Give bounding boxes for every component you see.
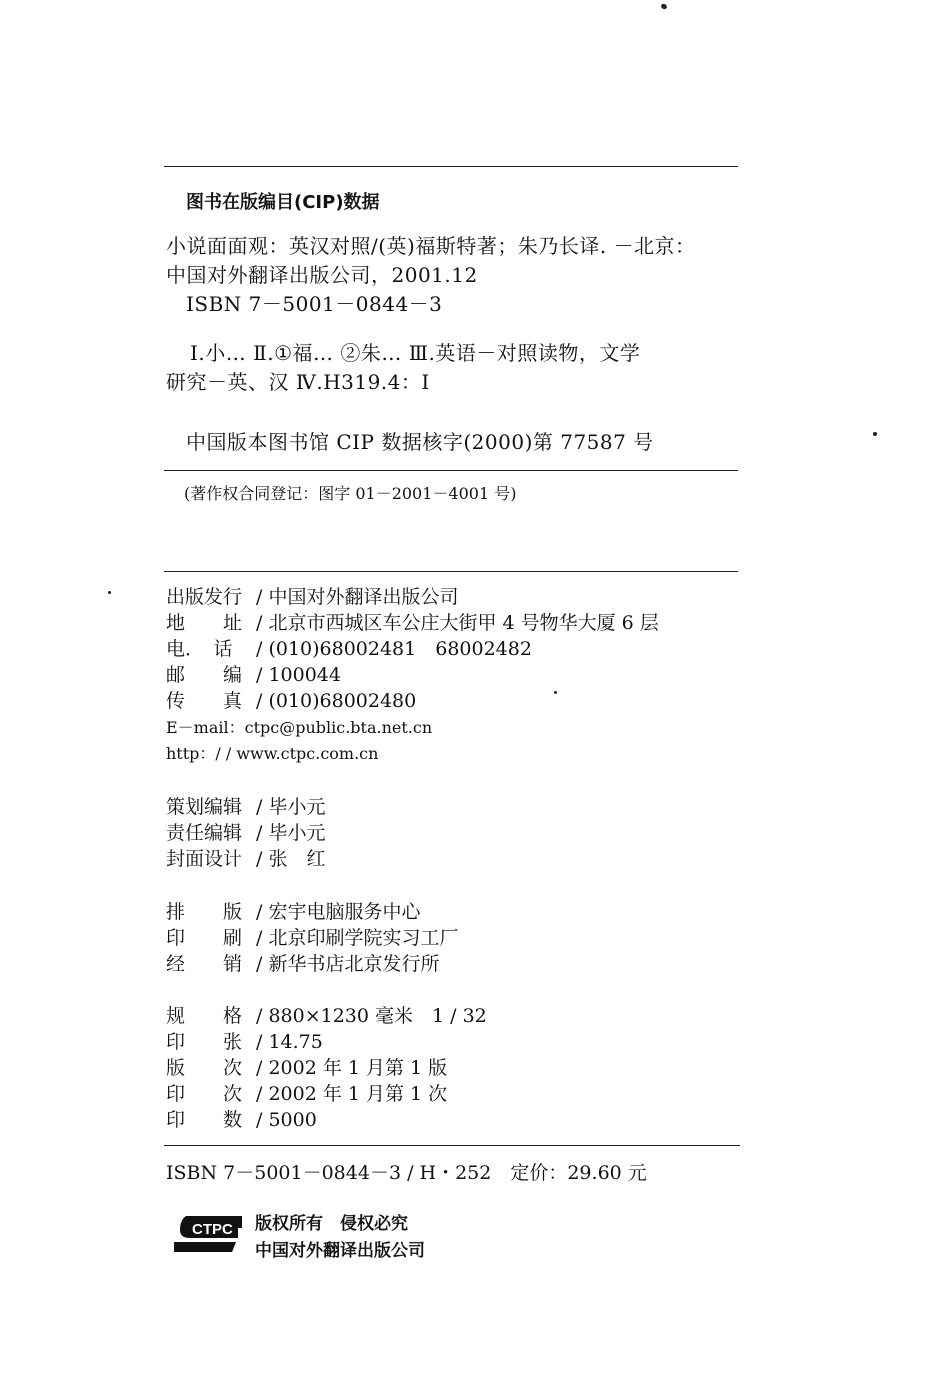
cip-line-2: 中国对外翻译出版公司，2001.12 bbox=[166, 263, 478, 287]
ctpc-logo bbox=[172, 1214, 244, 1254]
rule-after-cip bbox=[164, 470, 738, 471]
address-row: 地 址 / 北京市西城区车公庄大街甲 4 号物华大厦 6 层 bbox=[166, 612, 659, 634]
cip-heading: 图书在版编目(CIP)数据 bbox=[186, 192, 380, 213]
cip-number: 中国版本图书馆 CIP 数据核字(2000)第 77587 号 bbox=[186, 430, 654, 454]
cip-subject-2: 研究－英、汉 Ⅳ.H319.4：I bbox=[166, 370, 430, 394]
copyright-registration: (著作权合同登记：图字 01－2001－4001 号) bbox=[184, 484, 517, 503]
planning-editor-row: 策划编辑 / 毕小元 bbox=[166, 796, 326, 818]
postcode-row: 邮 编 / 100044 bbox=[166, 664, 341, 686]
sheets-row: 印 张 / 14.75 bbox=[166, 1031, 323, 1053]
edition-row: 版 次 / 2002 年 1 月第 1 版 bbox=[166, 1057, 448, 1079]
impression-row: 印 次 / 2002 年 1 月第 1 次 bbox=[166, 1083, 448, 1105]
rights-reserved: 版权所有 侵权必究 bbox=[255, 1214, 408, 1234]
cip-line-1: 小说面面观：英汉对照/(英)福斯特著；朱乃长译. －北京： bbox=[166, 234, 696, 258]
scan-speck-top bbox=[660, 3, 668, 10]
fax-row: 传 真 / (010)68002480 bbox=[166, 690, 417, 712]
cover-design-row: 封面设计 / 张 红 bbox=[166, 848, 326, 870]
responsible-editor-row: 责任编辑 / 毕小元 bbox=[166, 822, 326, 844]
printing-row: 印 刷 / 北京印刷学院实习工厂 bbox=[166, 927, 459, 949]
cip-isbn: ISBN 7－5001－0844－3 bbox=[186, 292, 443, 316]
rule-before-publisher bbox=[164, 571, 738, 572]
scan-speck-left bbox=[108, 591, 111, 594]
scan-speck-right bbox=[873, 432, 877, 436]
footer-publisher: 中国对外翻译出版公司 bbox=[255, 1241, 425, 1261]
rule-top bbox=[164, 166, 738, 167]
ctpc-logo-text: CTPC bbox=[192, 1221, 233, 1238]
rule-before-price bbox=[164, 1145, 740, 1146]
distribution-row: 经 销 / 新华书店北京发行所 bbox=[166, 953, 440, 975]
cip-subject-1: Ⅰ.小… Ⅱ.①福… ②朱… Ⅲ.英语－对照读物，文学 bbox=[190, 341, 641, 365]
email-row: E－mail：ctpc@public.bta.net.cn bbox=[166, 718, 433, 737]
phone-row: 电． 话 / (010)68002481 68002482 bbox=[166, 638, 532, 660]
publisher-row: 出版发行 / 中国对外翻译出版公司 bbox=[166, 586, 459, 608]
ctpc-logo-mark bbox=[172, 1214, 244, 1254]
http-row: http：/ / www.ctpc.com.cn bbox=[166, 744, 379, 763]
typesetting-row: 排 版 / 宏宇电脑服务中心 bbox=[166, 901, 421, 923]
format-row: 规 格 / 880×1230 毫米 1 / 32 bbox=[166, 1005, 487, 1027]
scan-speck-mid bbox=[554, 691, 557, 694]
print-run-row: 印 数 / 5000 bbox=[166, 1109, 317, 1131]
isbn-price-line: ISBN 7－5001－0844－3 / H・252 定价：29.60 元 bbox=[166, 1162, 647, 1184]
